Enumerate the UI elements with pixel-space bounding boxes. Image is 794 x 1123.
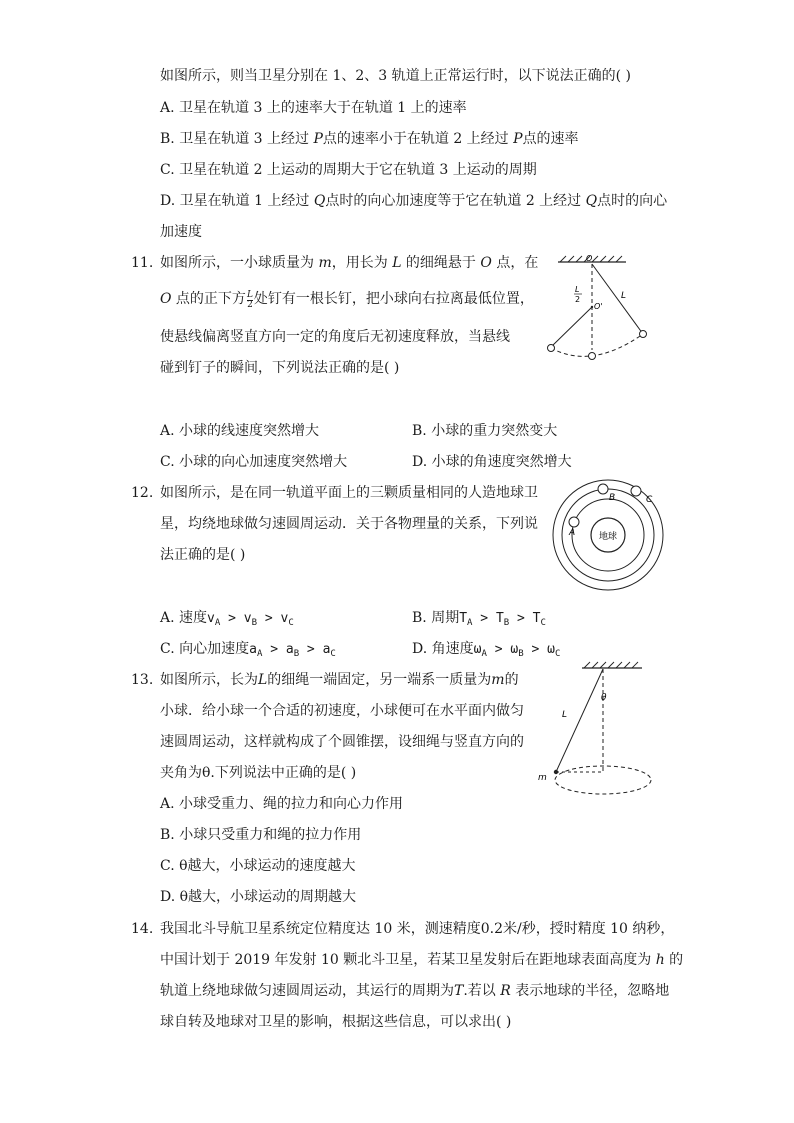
- fraction-l-over-2: [247, 291, 253, 310]
- expr-t: $T_A > T_B > T_C$: [459, 611, 546, 628]
- q14-stem-line4: 球自转及地球对卫星的影响，根据这些信息，可以求出( ): [160, 1014, 512, 1030]
- q11-text: ，用长为: [331, 255, 393, 271]
- q12-stem-line2: 星，均绕地球做匀速圆周运动．关于各物理量的关系，下列说: [160, 516, 538, 532]
- ball-bottom: [589, 353, 596, 360]
- q11-stem-line2: [160, 290, 534, 310]
- label-m: m: [538, 773, 547, 783]
- q10-option-d-text-2: 点时的向心加速度等于它在轨道 2 上经过: [325, 193, 586, 209]
- q10-option-b-text-2: 点的速率小于在轨道 2 上经过: [322, 131, 514, 147]
- q11-number: 11.: [131, 255, 154, 271]
- var-l: L: [258, 672, 268, 688]
- q10-option-d-text-1: D. 卫星在轨道 1 上经过: [160, 193, 314, 209]
- q14-text: 表示地球的半径，忽略地: [510, 983, 670, 999]
- q10-option-c[interactable]: C. 卫星在轨道 2 上运动的周期大于它在轨道 3 上运动的周期: [160, 162, 537, 178]
- q14-stem-line2: [160, 951, 683, 969]
- q12-option-a-label: A. 速度: [160, 610, 208, 626]
- q11-stem-line3: 使悬线偏离竖直方向一定的角度后无初速度释放，当悬线: [160, 329, 510, 345]
- q11-stem-line4: 碰到钉子的瞬间，下列说法正确的是( ): [160, 360, 400, 376]
- q11-text: 点的正下方: [171, 291, 246, 307]
- string-right: [592, 264, 643, 334]
- q10-option-b-text-1: B. 卫星在轨道 3 上经过: [160, 131, 314, 147]
- ball-left: [548, 345, 555, 352]
- var-r: R: [500, 983, 511, 999]
- q13-text: 如图所示，长为: [160, 672, 258, 688]
- q13-stem-line3: 速圆周运动，这样就构成了个圆锥摆，设细绳与竖直方向的: [160, 734, 524, 750]
- q13-text: 的细绳一端固定，另一端系一质量为: [267, 672, 492, 688]
- swing-arc: [551, 334, 643, 356]
- q13-option-b[interactable]: B. 小球只受重力和绳的拉力作用: [160, 827, 362, 843]
- q13-option-a[interactable]: A. 小球受重力、绳的拉力和向心力作用: [160, 796, 404, 812]
- q11-text: 的细绳悬于: [401, 255, 481, 271]
- var-m: m: [318, 255, 332, 271]
- q14-text: 中国计划于 2019 年发射 10 颗北斗卫星，若某卫星发射后在距地球表面高度为: [160, 952, 656, 968]
- label-theta: θ: [601, 693, 607, 703]
- pendulum-nail-figure: [548, 252, 638, 362]
- label-l: L: [562, 710, 568, 720]
- satellite-b: [598, 484, 608, 494]
- var-q: Q: [313, 193, 326, 209]
- q10-option-a[interactable]: A. 卫星在轨道 3 上的速率大于在轨道 1 上的速率: [160, 100, 467, 116]
- q13-option-d[interactable]: D. θ越大，小球运动的周期越大: [160, 889, 357, 905]
- q10-option-d-text-3: 点时的向心: [597, 193, 668, 209]
- q12-stem-line1: 如图所示，是在同一轨道平面上的三颗质量相同的人造地球卫: [160, 485, 538, 501]
- var-h: h: [655, 952, 665, 968]
- q10-option-b[interactable]: [160, 130, 579, 148]
- conical-pendulum-figure: [534, 660, 664, 800]
- expr-v: $v_A > v_B > v_C$: [207, 611, 294, 628]
- q10-option-b-text-3: 点的速率: [522, 131, 579, 147]
- q12-option-a[interactable]: [160, 609, 294, 632]
- label-b: B: [609, 493, 616, 503]
- q12-number: 12.: [131, 485, 154, 501]
- q12-option-d-label: D. 角速度: [412, 641, 474, 657]
- q11-text: 点，在: [491, 255, 539, 271]
- q13-stem-line4: 夹角为θ.下列说法中正确的是( ): [160, 765, 357, 781]
- label-earth: 地球: [598, 532, 618, 542]
- q10-stem: 如图所示，则当卫星分别在 1、2、3 轨道上正常运行时，以下说法正确的( ): [160, 68, 631, 84]
- q10-option-d-cont: 加速度: [160, 224, 202, 240]
- expr-omega: $\omega_A > \omega_B > \omega_C$: [473, 642, 561, 659]
- q13-number: 13.: [131, 672, 154, 688]
- string: [556, 669, 603, 772]
- label-l: L: [621, 291, 627, 301]
- var-p: P: [313, 131, 323, 147]
- q11-text: 如图所示，一小球质量为: [160, 255, 319, 271]
- q14-text: .若以: [463, 983, 501, 999]
- var-p: P: [513, 131, 523, 147]
- q12-option-c-label: C. 向心加速度: [160, 641, 250, 657]
- var-t: T: [454, 983, 464, 999]
- frac-num: L: [246, 290, 253, 300]
- var-q: Q: [585, 193, 598, 209]
- q14-stem-line3: [160, 982, 669, 1000]
- satellite-orbits-figure: [549, 478, 669, 590]
- q13-text: 的: [504, 672, 519, 688]
- q13-stem-line2: 小球．给小球一个合适的初速度，小球便可在水平面内做匀: [160, 703, 524, 719]
- ceiling-hatching: [584, 662, 638, 668]
- var-o: O: [160, 291, 172, 307]
- label-o-prime: O': [594, 302, 603, 311]
- q12-option-c[interactable]: [160, 640, 336, 663]
- q10-option-d[interactable]: [160, 192, 667, 210]
- q14-number: 14.: [131, 921, 154, 937]
- var-o: O: [480, 255, 492, 271]
- q12-option-b[interactable]: [412, 609, 546, 632]
- q14-stem-line1: 我国北斗导航卫星系统定位精度达 10 米，测速精度0.2米/秒，授时精度 10 纳秒，: [160, 921, 675, 937]
- string-left: [551, 307, 592, 347]
- label-o: O: [586, 254, 593, 263]
- q11-option-b[interactable]: B. 小球的重力突然变大: [412, 423, 558, 439]
- q11-option-d[interactable]: D. 小球的角速度突然增大: [412, 454, 572, 470]
- ball: [554, 770, 558, 774]
- var-l: L: [392, 255, 402, 271]
- label-frac-num: L: [575, 285, 580, 294]
- satellite-c: [631, 486, 641, 496]
- ball-right: [640, 331, 647, 338]
- q11-stem-line1: [160, 254, 538, 272]
- q12-stem-line3: 法正确的是( ): [160, 547, 246, 563]
- q14-text: 轨道上绕地球做匀速圆周运动，其运行的周期为: [160, 983, 454, 999]
- q12-option-b-label: B. 周期: [412, 610, 460, 626]
- q13-option-c[interactable]: C. θ越大，小球运动的速度越大: [160, 858, 356, 874]
- q14-text: 的: [664, 952, 684, 968]
- q11-text: 处钉有一根长钉，把小球向右拉离最低位置，: [253, 291, 534, 307]
- label-a: A: [569, 528, 576, 538]
- satellite-a: [569, 517, 579, 527]
- q11-option-a[interactable]: A. 小球的线速度突然增大: [160, 423, 320, 439]
- frac-den: 2: [247, 300, 253, 310]
- label-c: C: [646, 495, 653, 505]
- expr-a: $a_A > a_B > a_C$: [249, 642, 336, 659]
- q13-stem-line1: [160, 671, 519, 689]
- var-m: m: [491, 672, 505, 688]
- q11-option-c[interactable]: C. 小球的向心加速度突然增大: [160, 454, 348, 470]
- label-frac-den: 2: [575, 295, 581, 304]
